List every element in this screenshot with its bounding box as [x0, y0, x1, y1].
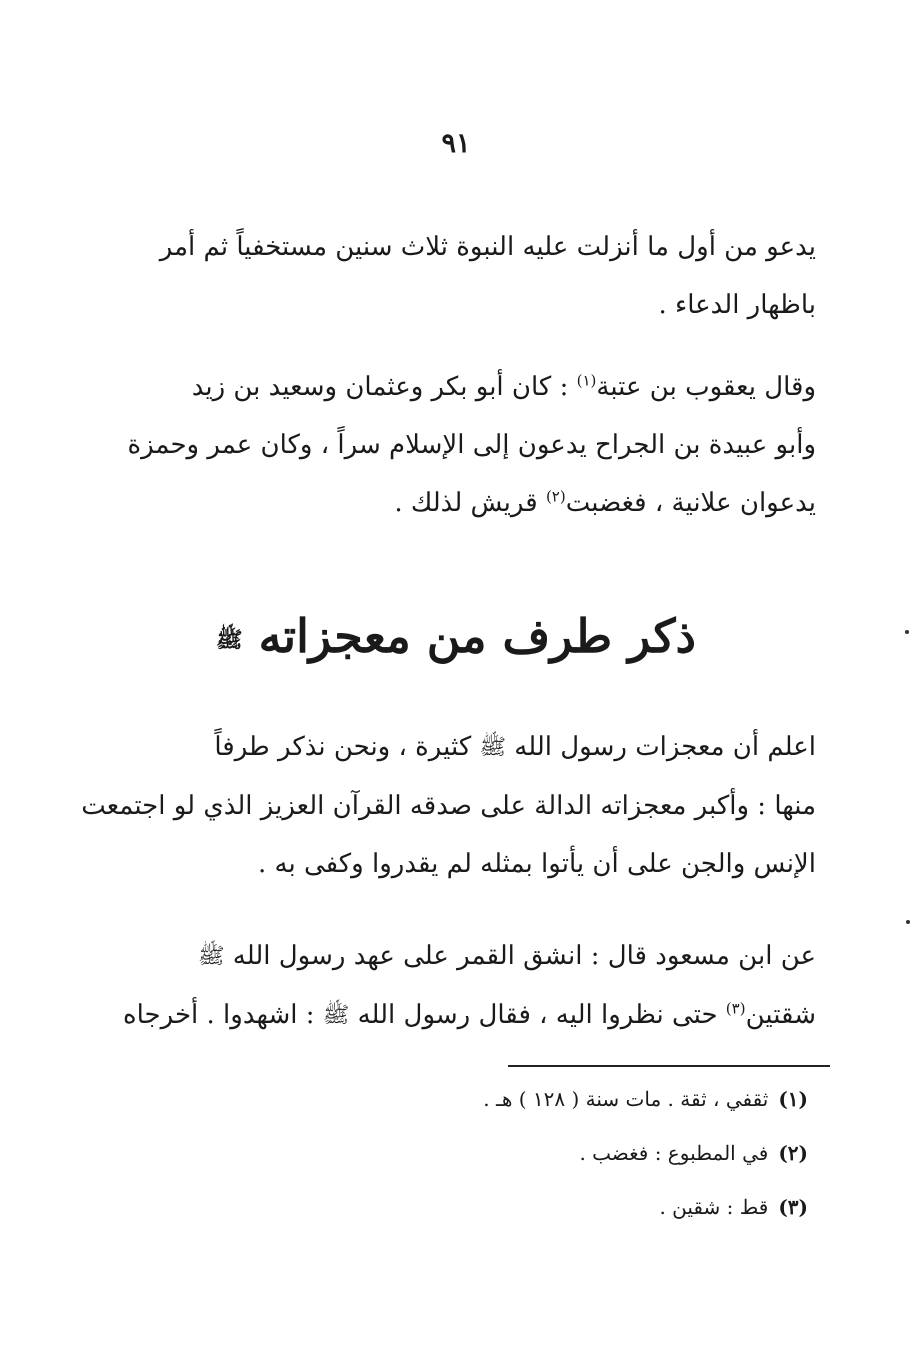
paragraph-2-line-1	[116, 358, 816, 416]
paragraph-4-text: حتى نظروا اليه ، فقال رسول الله	[349, 1000, 726, 1030]
paragraph-2-line-2: وأبو عبيدة بن الجراح يدعون إلى الإسلام سراً ، وكان عمر وحمزة	[127, 430, 816, 460]
paragraph-2-text: يدعوان علانية ، فغضبت	[565, 488, 816, 518]
paragraph-4-line-1	[116, 927, 816, 986]
footnote-ref-3: (٣)	[725, 999, 746, 1018]
scan-speck	[905, 630, 909, 634]
paragraph-1-line-1: يدعو من أول ما أنزلت عليه النبوة ثلاث سنين مستخفياً ثم أمر	[159, 232, 816, 262]
paragraph-4-text: عن ابن مسعود قال : انشق القمر على عهد رسول الله	[224, 941, 816, 971]
paragraph-3-text: كثيرة ، ونحن نذكر طرفاً	[214, 732, 480, 762]
paragraph-4	[116, 927, 816, 1045]
footnote-ref-2: (٢)	[545, 487, 566, 506]
footnote-text: ثقفي ، ثقة . مات سنة ( ١٢٨ ) هـ .	[483, 1087, 769, 1111]
footnote-divider	[508, 1065, 830, 1067]
footnotes	[158, 1072, 808, 1234]
footnote-1	[158, 1072, 808, 1126]
footnote-ref-1: (١)	[576, 371, 597, 390]
paragraph-2-text: : كان أبو بكر وعثمان وسعيد بن زيد	[191, 372, 577, 402]
honorific-icon: ﷺ	[197, 944, 225, 969]
paragraph-1-line-2: باظهار الدعاء .	[658, 290, 816, 320]
paragraph-2	[116, 358, 816, 532]
footnote-number: (٢)	[778, 1141, 808, 1165]
footnote-number: (٣)	[778, 1195, 808, 1219]
paragraph-3-text: اعلم أن معجزات رسول الله	[506, 732, 816, 762]
paragraph-2-text: وقال يعقوب بن عتبة	[596, 372, 816, 402]
section-heading	[0, 596, 912, 680]
honorific-icon: ﷺ	[479, 735, 507, 760]
paragraph-2-text: قريش لذلك .	[394, 488, 546, 518]
scan-speck	[906, 920, 910, 924]
paragraph-3-line-3: الإنس والجن على أن يأتوا بمثله لم يقدروا وكفى به .	[258, 849, 816, 879]
paragraph-3-line-1	[116, 718, 816, 777]
footnote-2	[158, 1126, 808, 1180]
page-number: ٩١	[441, 128, 471, 159]
section-heading-text: ذكر طرف من معجزاته	[258, 609, 696, 663]
honorific-icon: ﷺ	[216, 627, 243, 653]
footnote-3	[158, 1180, 808, 1234]
paragraph-4-text: شقتين	[745, 1000, 816, 1030]
paragraph-4-line-2	[116, 986, 816, 1045]
footnote-text: قط : شقين .	[659, 1195, 769, 1219]
paragraph-3-line-2: منها : وأكبر معجزاته الدالة على صدقه القرآن العزيز الذي لو اجتمعت	[81, 791, 816, 821]
footnote-text: في المطبوع : فغضب .	[579, 1141, 769, 1165]
paragraph-1	[116, 218, 816, 334]
honorific-icon: ﷺ	[322, 1003, 350, 1028]
paragraph-2-line-3	[116, 474, 816, 532]
paragraph-4-text: : اشهدوا . أخرجاه	[122, 1000, 323, 1030]
footnote-number: (١)	[778, 1087, 808, 1111]
paragraph-3	[81, 718, 816, 893]
